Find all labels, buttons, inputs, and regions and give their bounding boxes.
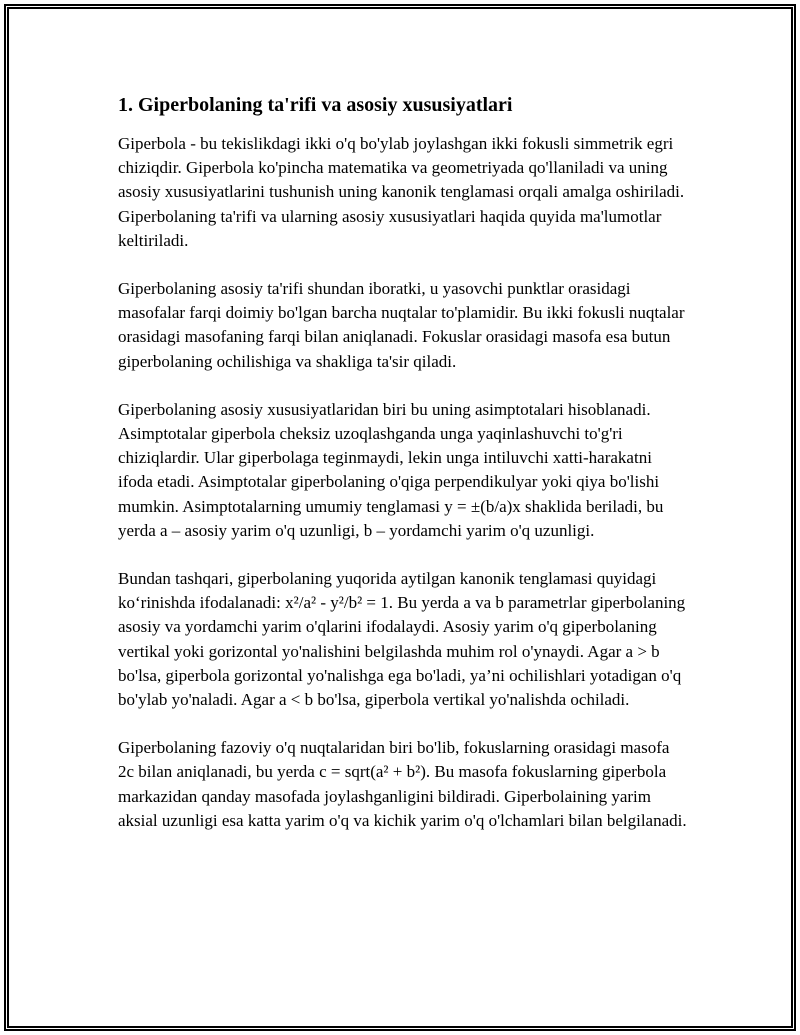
document-body <box>118 92 688 857</box>
paragraph-asymptotes: Giperbolaning asosiy xususiyatlaridan biri bu uning asimptotalari hisoblanadi. Asimptotalar giperbola cheksiz uzoqlashganda unga yaqinlashuvchi to'g'ri chiziqlardir. Ular giperbolaga teginmaydi, lekin unga intiluvchi xatti-harakatni ifoda etadi. Asimptotalar giperbolaning o'qiga perpendikulyar yoki qiya bo'lishi mumkin. Asimptotalarning umumiy tenglamasi y = ±(b/a)x shaklida beriladi, bu yerda a – asosiy yarim o'q uzunligi, b – yordamchi yarim o'q uzunligi. <box>118 399 664 540</box>
section-heading: 1. Giperbolaning ta'rifi va asosiy xususiyatlari <box>118 94 513 116</box>
paragraph-definition: Giperbolaning asosiy ta'rifi shundan iboratki, u yasovchi punktlar orasidagi masofalar farqi doimiy bo'lgan barcha nuqtalar to'plamidir. Bu ikki fokusli nuqtalar orasidagi masofaning farqi bilan aniqlanadi. Fokuslar orasidagi masofa esa butun giperbolaning ochilishiga va shakliga ta'sir qiladi. <box>118 279 685 371</box>
paragraph-intro: Giperbola - bu tekislikdagi ikki o'q bo'ylab joylashgan ikki fokusli simmetrik egri chiziqdir. Giperbola ko'pincha matematika va geometriyada qo'llaniladi va uning asosiy xususiyatlarini tushunish uning kanonik tenglamasi orqali amalga oshiriladi. Giperbolaning ta'rifi va ularning asosiy xususiyatlari haqida quyida ma'lumotlar keltiriladi. <box>118 134 685 250</box>
paragraph-foci: Giperbolaning fazoviy o'q nuqtalaridan biri bo'lib, fokuslarning orasidagi masofa 2c bilan aniqlanadi, bu yerda c = sqrt(a² + b²). Bu masofa fokuslarning giperbola markazidan qanday masofada joylashganligini bildiradi. Giperbolaining yarim aksial uzunligi esa katta yarim o'q va kichik yarim o'q o'lchamlari bilan belgilanadi. <box>118 738 687 830</box>
paragraph-canonical-equation: Bundan tashqari, giperbolaning yuqorida aytilgan kanonik tenglamasi quyidagi ko‘rinishda ifodalanadi: x²/a² - y²/b² = 1. Bu yerda a va b parametrlar giperbolaning asosiy va yordamchi yarim o'qlarini ifodalaydi. Asosiy yarim o'q giperbolaning vertikal yoki gorizontal yo'nalishini belgilashda muhim rol o'ynaydi. Agar a > b bo'lsa, giperbola gorizontal yo'nalishga ega bo'ladi, ya’ni ochilishlari yotadigan o'q bo'ylab yo'naladi. Agar a < b bo'lsa, giperbola vertikal yo'nalishda ochiladi. <box>118 569 686 710</box>
